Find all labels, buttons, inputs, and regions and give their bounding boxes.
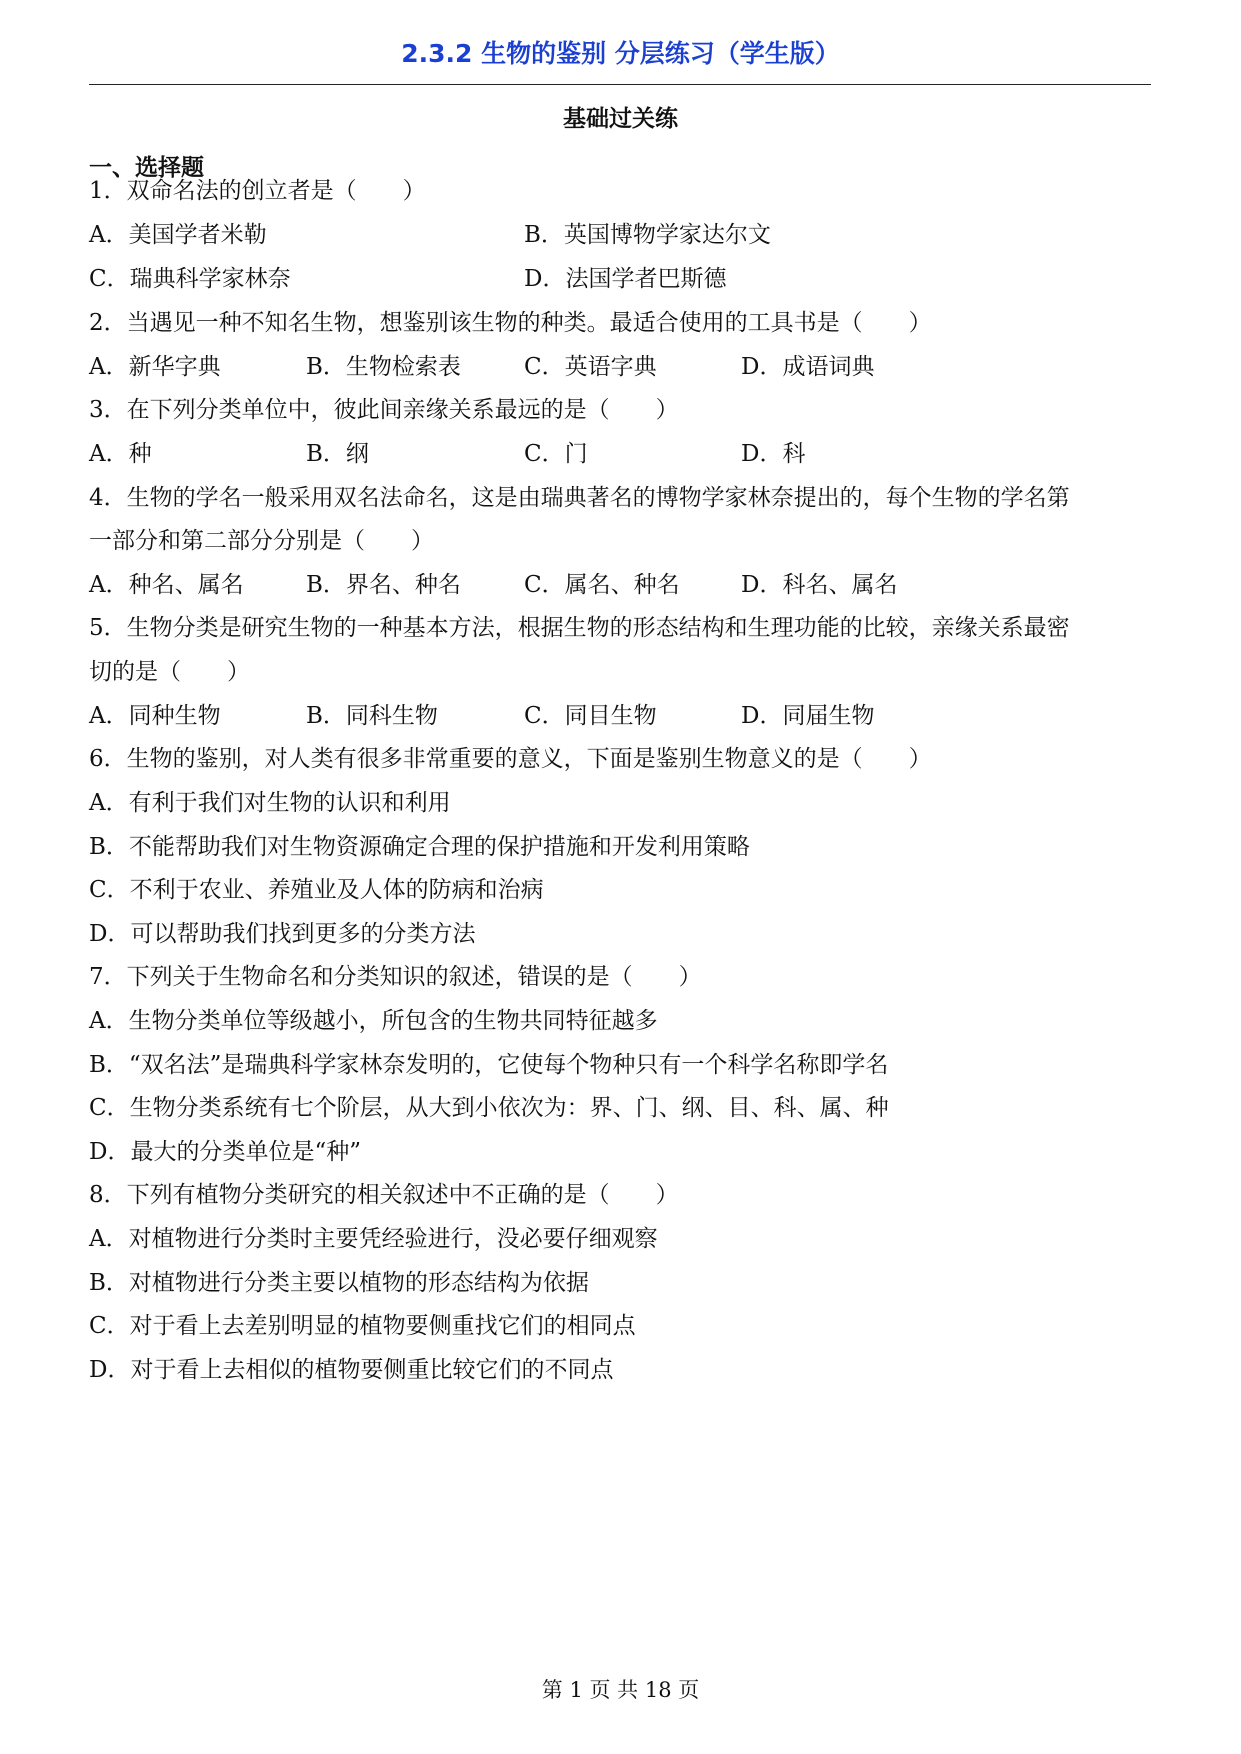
question-6-option-b: B．不能帮助我们对生物资源确定合理的保护措施和开发利用策略 xyxy=(89,834,750,860)
question-8-option-a: A．对植物进行分类时主要凭经验进行，没必要仔细观察 xyxy=(89,1226,658,1252)
question-5-option-a: A．同种生物 xyxy=(89,703,221,729)
question-3-option-a: A．种 xyxy=(89,441,152,467)
question-4-option-a: A．种名、属名 xyxy=(89,572,244,598)
question-4-stem-line-2: 一部分和第二部分分别是（ ） xyxy=(89,528,434,554)
question-3-option-c: C．门 xyxy=(524,441,588,467)
question-2-stem: 2．当遇见一种不知名生物，想鉴别该生物的种类。最适合使用的工具书是（ ） xyxy=(89,310,932,336)
question-4-option-c: C．属名、种名 xyxy=(524,572,680,598)
question-4-option-d: D．科名、属名 xyxy=(741,572,898,598)
question-6-option-d: D．可以帮助我们找到更多的分类方法 xyxy=(89,921,476,947)
part-title: 一、选择题 xyxy=(89,155,204,181)
document-title: 2.3.2 生物的鉴别 分层练习（学生版） xyxy=(401,39,840,68)
question-5-stem-line-2: 切的是（ ） xyxy=(89,659,250,685)
question-1-option-d: D．法国学者巴斯德 xyxy=(524,266,727,292)
question-7-option-a: A．生物分类单位等级越小，所包含的生物共同特征越多 xyxy=(89,1008,658,1034)
question-2-option-b: B．生物检索表 xyxy=(306,354,461,380)
question-7-option-c: C．生物分类系统有七个阶层，从大到小依次为：界、门、纲、目、科、属、种 xyxy=(89,1095,889,1121)
question-6-option-a: A．有利于我们对生物的认识和利用 xyxy=(89,790,451,816)
question-2-option-d: D．成语词典 xyxy=(741,354,875,380)
question-6-option-c: C．不利于农业、养殖业及人体的防病和治病 xyxy=(89,877,544,903)
question-6-stem: 6．生物的鉴别，对人类有很多非常重要的意义，下面是鉴别生物意义的是（ ） xyxy=(89,746,932,772)
question-5-stem-line-1: 5．生物分类是研究生物的一种基本方法，根据生物的形态结构和生理功能的比较，亲缘关系最密 xyxy=(89,615,1070,641)
question-7-option-d: D．最大的分类单位是“种” xyxy=(89,1139,361,1165)
question-4-option-b: B．界名、种名 xyxy=(306,572,461,598)
question-1-option-a: A．美国学者米勒 xyxy=(89,222,267,248)
question-1-option-b: B．英国博物学家达尔文 xyxy=(524,222,771,248)
question-3-stem: 3．在下列分类单位中，彼此间亲缘关系最远的是（ ） xyxy=(89,397,679,423)
question-2-option-c: C．英语字典 xyxy=(524,354,657,380)
question-1-option-c: C．瑞典科学家林奈 xyxy=(89,266,291,292)
question-1-stem: 1．双命名法的创立者是（ ） xyxy=(89,178,426,204)
question-4-stem-line-1: 4．生物的学名一般采用双名法命名，这是由瑞典著名的博物学家林奈提出的，每个生物的学名第 xyxy=(89,485,1070,511)
question-7-option-b: B．“双名法”是瑞典科学家林奈发明的，它使每个物种只有一个科学名称即学名 xyxy=(89,1052,889,1078)
question-5-option-d: D．同届生物 xyxy=(741,703,875,729)
question-7-stem: 7．下列关于生物命名和分类知识的叙述，错误的是（ ） xyxy=(89,964,702,990)
question-8-stem: 8．下列有植物分类研究的相关叙述中不正确的是（ ） xyxy=(89,1182,679,1208)
question-5-option-c: C．同目生物 xyxy=(524,703,657,729)
question-2-option-a: A．新华字典 xyxy=(89,354,221,380)
question-3-option-b: B．纲 xyxy=(306,441,369,467)
page-number-footer: 第 1 页 共 18 页 xyxy=(541,1678,700,1702)
question-8-option-c: C．对于看上去差别明显的植物要侧重找它们的相同点 xyxy=(89,1313,636,1339)
question-5-option-b: B．同科生物 xyxy=(306,703,438,729)
question-8-option-d: D．对于看上去相似的植物要侧重比较它们的不同点 xyxy=(89,1357,614,1383)
question-3-option-d: D．科 xyxy=(741,441,806,467)
title-divider xyxy=(89,84,1151,85)
section-title: 基础过关练 xyxy=(563,106,678,132)
question-8-option-b: B．对植物进行分类主要以植物的形态结构为依据 xyxy=(89,1270,589,1296)
